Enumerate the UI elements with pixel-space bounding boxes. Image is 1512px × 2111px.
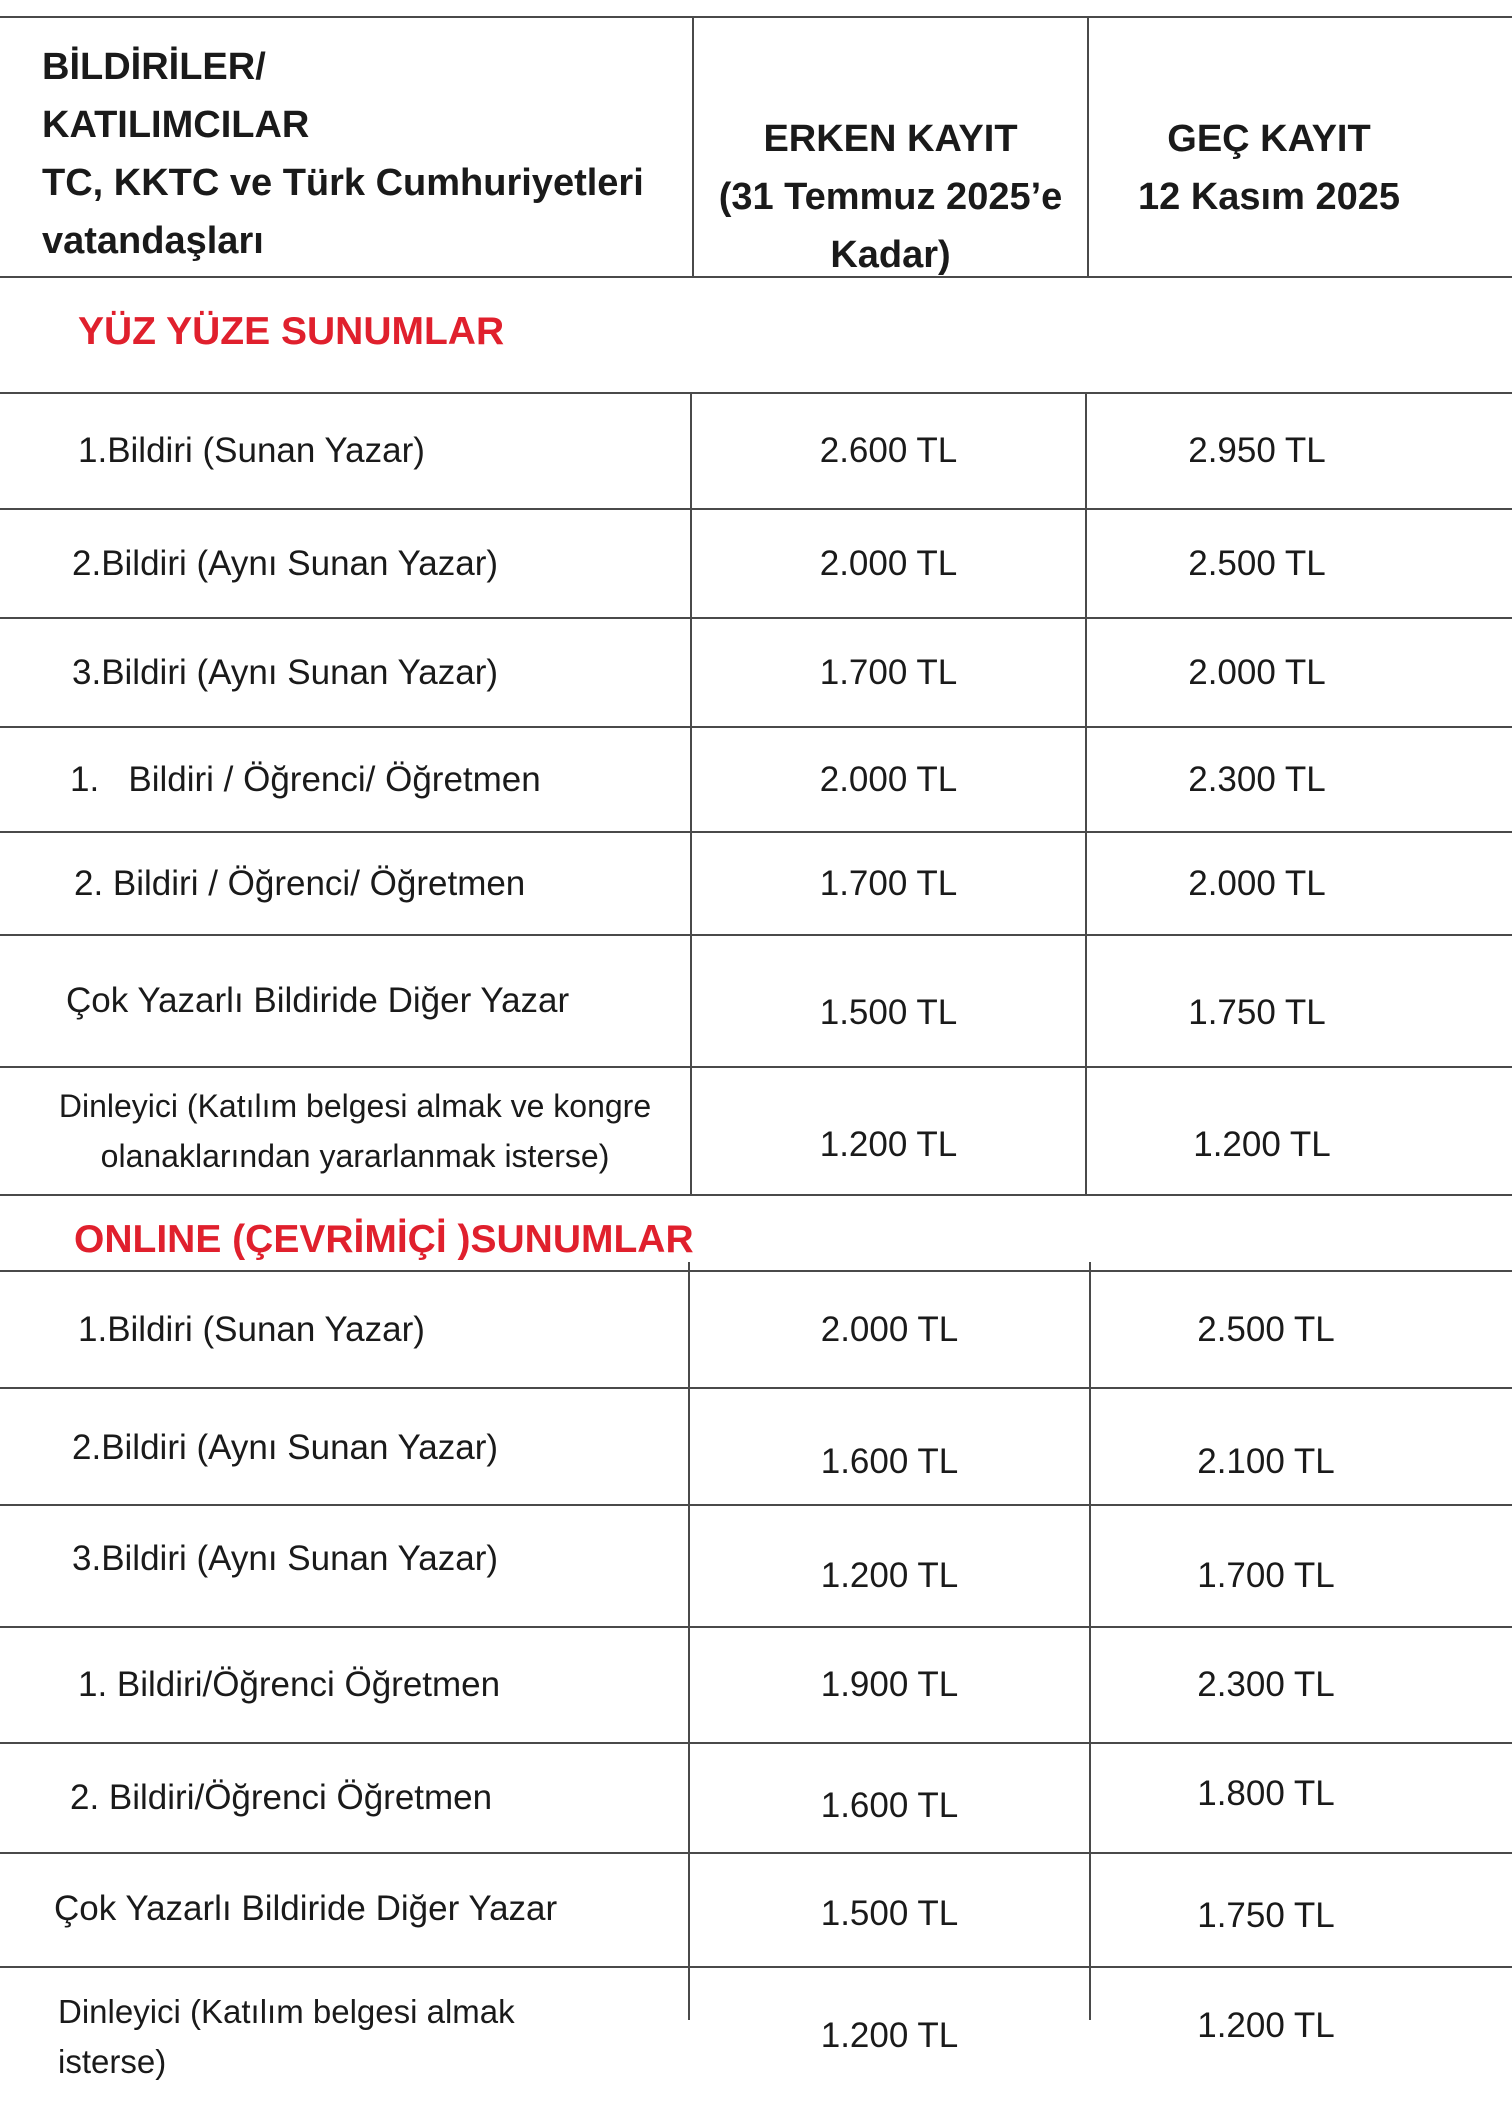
price-early: 1.600 TL: [820, 1441, 959, 1481]
price-late: 2.000 TL: [1188, 652, 1326, 692]
price-late: 1.800 TL: [1197, 1774, 1335, 1813]
header-late-registration: [1089, 110, 1449, 226]
row-label: 3.Bildiri (Aynı Sunan Yazar): [72, 652, 499, 692]
header-line: (31 Temmuz 2025’e: [718, 176, 1063, 218]
header-early-registration: [694, 110, 1087, 284]
section-title-in-person: YÜZ YÜZE SUNUMLAR: [78, 310, 505, 353]
row-label: 2.Bildiri (Aynı Sunan Yazar): [72, 1428, 499, 1467]
header-line: ERKEN KAYIT: [763, 118, 1018, 160]
price-late: 2.300 TL: [1197, 1665, 1335, 1704]
price-late: 1.700 TL: [1197, 1556, 1335, 1595]
row-label: 1.Bildiri (Sunan Yazar): [78, 431, 425, 470]
row-label: 2.Bildiri (Aynı Sunan Yazar): [72, 543, 499, 583]
price-late: 1.750 TL: [1188, 993, 1326, 1032]
header-line: Kadar): [830, 234, 951, 276]
row-label: 2. Bildiri/Öğrenci Öğretmen: [70, 1778, 493, 1817]
price-early: 1.600 TL: [820, 1786, 959, 1825]
price-early: 1.200 TL: [820, 2016, 959, 2055]
price-early: 1.200 TL: [820, 1556, 959, 1595]
header-line: 12 Kasım 2025: [1138, 176, 1400, 218]
price-late: 2.100 TL: [1197, 1441, 1335, 1481]
price-early: 1.500 TL: [820, 1894, 959, 1933]
price-early: 2.000 TL: [819, 759, 958, 799]
price-late: 2.000 TL: [1188, 863, 1326, 903]
price-late: 2.300 TL: [1188, 759, 1326, 799]
row-label: Çok Yazarlı Bildiride Diğer Yazar: [54, 1889, 558, 1928]
price-late: 2.500 TL: [1188, 543, 1326, 583]
price-early: 2.000 TL: [819, 543, 958, 583]
price-late: 2.950 TL: [1188, 431, 1326, 470]
row-label: Dinleyici (Katılım belgesi almak ve kongre olanaklarından yararlanmak isterse): [58, 1088, 652, 1174]
row-label: Çok Yazarlı Bildiride Diğer Yazar: [66, 981, 570, 1020]
price-late: 1.200 TL: [1193, 1125, 1331, 1164]
price-late: 2.500 TL: [1197, 1309, 1335, 1349]
header-line: TC, KKTC ve Türk Cumhuriyetleri: [42, 162, 644, 204]
price-early: 1.200 TL: [819, 1125, 958, 1164]
price-early: 2.600 TL: [819, 431, 958, 470]
price-late: 1.200 TL: [1197, 2006, 1335, 2045]
price-late: 1.750 TL: [1197, 1896, 1335, 1935]
row-label: 1. Bildiri / Öğrenci/ Öğretmen: [70, 759, 541, 799]
price-early: 1.700 TL: [819, 863, 958, 903]
header-line: GEÇ KAYIT: [1167, 118, 1371, 160]
rule: [0, 16, 1512, 18]
row-label: Dinleyici (Katılım belgesi almak isterse): [58, 1993, 515, 2080]
price-early: 1.500 TL: [819, 993, 958, 1032]
price-early: 1.900 TL: [820, 1665, 959, 1704]
row-label: 3.Bildiri (Aynı Sunan Yazar): [72, 1539, 499, 1578]
header-line: vatandaşları: [42, 220, 264, 262]
header-participants: [42, 38, 682, 270]
header-line: KATILIMCILAR: [42, 104, 310, 146]
row-label: 1.Bildiri (Sunan Yazar): [78, 1309, 425, 1349]
section-title-online: ONLINE (ÇEVRİMİÇİ )SUNUMLAR: [74, 1218, 694, 1261]
price-early: 1.700 TL: [819, 652, 958, 692]
row-label: 1. Bildiri/Öğrenci Öğretmen: [78, 1665, 501, 1704]
row-label: 2. Bildiri / Öğrenci/ Öğretmen: [74, 863, 526, 903]
price-early: 2.000 TL: [820, 1309, 959, 1349]
header-line: BİLDİRİLER/: [42, 46, 266, 88]
